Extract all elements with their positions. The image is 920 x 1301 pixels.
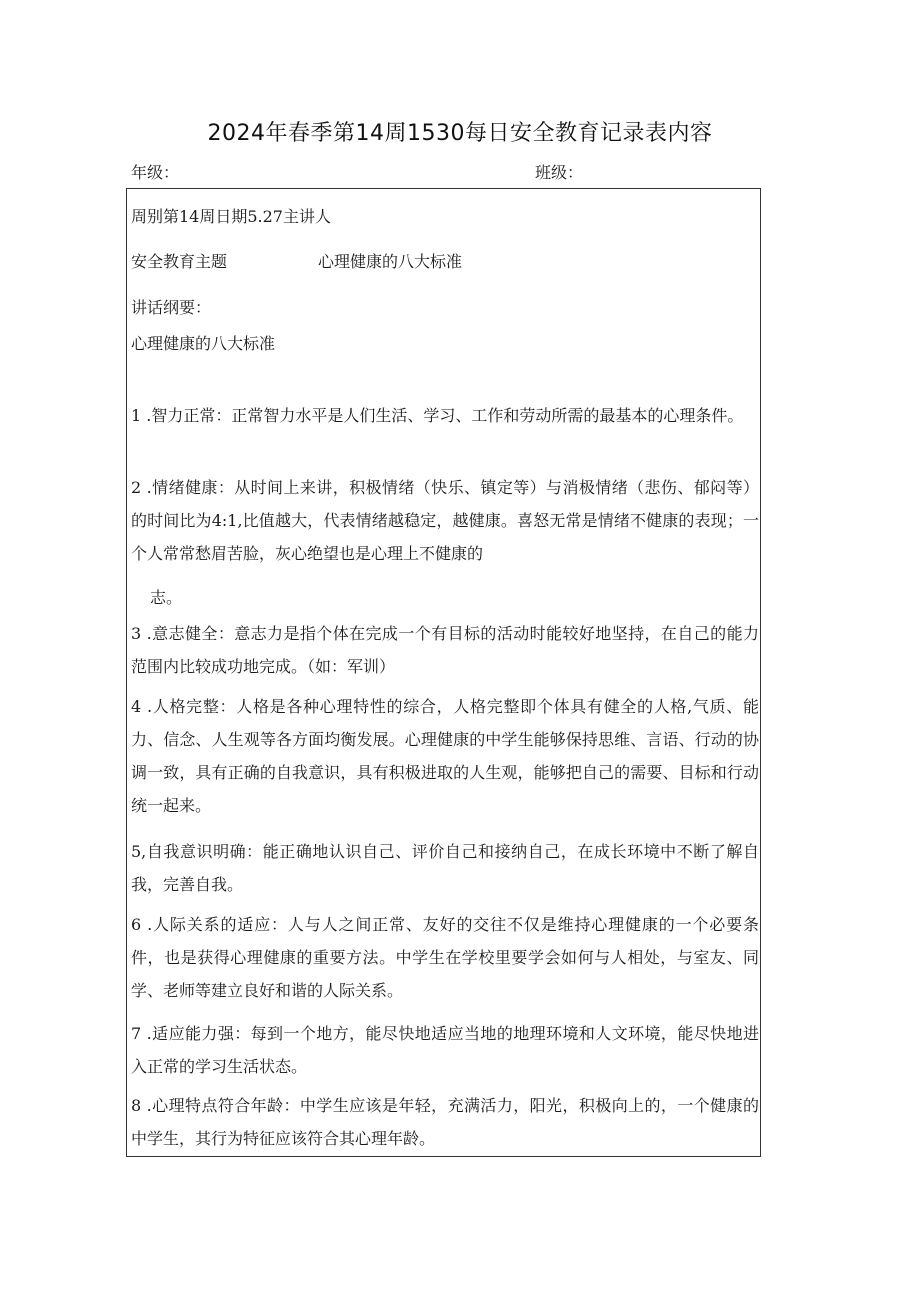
- list-item: 6 .人际关系的适应：人与人之间正常、友好的交往不仅是维持心理健康的一个必要条件，也是获得心理健康的重要方法。中学生在学校里要学会如何与人相处，与室友、同学、老师等建立良好和谐的人际关系。: [131, 915, 759, 1000]
- grade-label: 年级：: [131, 163, 180, 182]
- topic-label: 安全教育主题: [131, 252, 228, 271]
- list-item: 1 .智力正常：正常智力水平是人们生活、学习、工作和劳动所需的最基本的心理条件。: [131, 406, 744, 425]
- list-item: 5,自我意识明确：能正确地认识自己、评价自己和接纳自己，在成长环境中不断了解自我，完善自我。: [131, 842, 759, 894]
- outline-label: 讲话纲要：: [131, 298, 212, 317]
- page-title: 2024年春季第14周1530每日安全教育记录表内容: [207, 121, 713, 146]
- topic-value: 心理健康的八大标准: [318, 252, 463, 271]
- list-item: 志。: [150, 588, 183, 607]
- list-item: 2 .情绪健康：从时间上来讲，积极情绪（快乐、镇定等）与消极情绪（悲伤、郁闷等）的时间比为4:1,比值越大，代表情绪越稳定，越健康。喜怒无常是情绪不健康的表现；一个人常常愁眉苦脸，灰心绝望也是心理上不健康的: [131, 478, 759, 563]
- list-item: 3 .意志健全：意志力是指个体在完成一个有目标的活动时能较好地坚持，在自己的能力范围内比较成功地完成。（如：军训）: [131, 624, 759, 676]
- week-date-line: 周别第14周日期5.27主讲人: [131, 207, 331, 226]
- list-item: 4 .人格完整：人格是各种心理特性的综合，人格完整即个体具有健全的人格,气质、能力、信念、人生观等各方面均衡发展。心理健康的中学生能够保持思维、言语、行动的协调一致，具有正确的自我意识，具有积极进取的人生观，能够把自己的需要、目标和行动统一起来。: [131, 697, 759, 815]
- class-label: 班级：: [535, 163, 584, 182]
- list-item: 7 .适应能力强：每到一个地方，能尽快地适应当地的地理环境和人文环境，能尽快地进入正常的学习生活状态。: [131, 1024, 759, 1076]
- outline-title: 心理健康的八大标准: [131, 334, 276, 353]
- list-item: 8 .心理特点符合年龄：中学生应该是年轻，充满活力，阳光，积极向上的，一个健康的中学生，其行为特征应该符合其心理年龄。: [131, 1096, 759, 1148]
